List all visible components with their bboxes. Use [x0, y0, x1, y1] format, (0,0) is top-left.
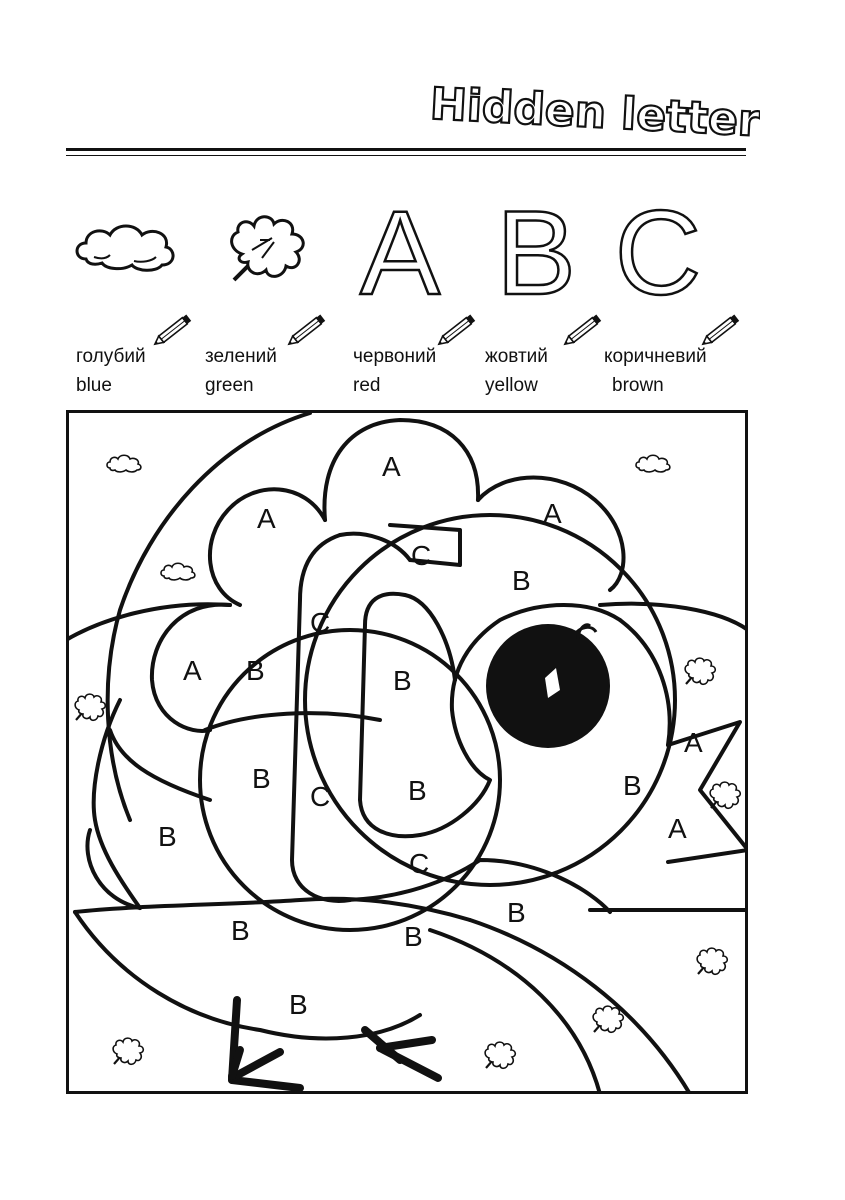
- pencil-icon: [698, 310, 744, 350]
- leaf-icon: [75, 694, 105, 720]
- legend-uk-red: червоний: [353, 346, 437, 367]
- legend-en-blue: blue: [76, 375, 112, 396]
- region-letter: B: [623, 770, 642, 801]
- region-letter: A: [183, 655, 202, 686]
- legend-uk-brown: коричневий: [604, 346, 707, 367]
- legend-en-brown: brown: [612, 375, 664, 396]
- leaf-icon: [710, 782, 740, 808]
- title-rule-thin: [66, 155, 746, 156]
- letter-a-icon: [350, 198, 450, 302]
- legend-en-yellow: yellow: [485, 375, 538, 396]
- legend-uk-blue: голубий: [76, 346, 146, 367]
- region-letter: A: [668, 813, 687, 844]
- region-letter: C: [411, 540, 432, 571]
- letter-c-glyph: C: [614, 196, 702, 302]
- legend-en-green: green: [205, 375, 254, 396]
- title-rule: [66, 148, 746, 151]
- leaf-icon: [685, 658, 715, 684]
- region-letter: C: [310, 607, 331, 638]
- region-letter: A: [684, 727, 703, 758]
- letter-b-icon: [486, 198, 586, 302]
- cloud-icon: [72, 215, 182, 275]
- region-letter: B: [404, 921, 423, 952]
- legend-uk-green: зелений: [205, 346, 277, 367]
- region-letter: A: [257, 503, 276, 534]
- pencil-icon: [560, 310, 606, 350]
- letter-b-glyph: B: [495, 198, 577, 302]
- leaf-icon: [485, 1042, 515, 1068]
- coloring-picture: [66, 410, 748, 1094]
- region-letter: C: [310, 781, 331, 812]
- page-title: [420, 72, 760, 152]
- region-letter: B: [252, 763, 271, 794]
- leaf-icon: [593, 1006, 623, 1032]
- leaf-icon: [113, 1038, 143, 1064]
- leaf-icon: [697, 948, 727, 974]
- region-letter: B: [158, 821, 177, 852]
- region-letter: B: [289, 989, 308, 1020]
- region-letter: B: [507, 897, 526, 928]
- pencil-icon: [284, 310, 330, 350]
- region-letter: C: [409, 848, 430, 879]
- region-letter: A: [382, 451, 401, 482]
- region-letter: B: [512, 565, 531, 596]
- legend-uk-yellow: жовтий: [485, 346, 548, 367]
- letter-c-icon: [608, 196, 708, 302]
- region-letter: B: [393, 665, 412, 696]
- region-letter: B: [408, 775, 427, 806]
- page-title-text: Hidden letter: [428, 78, 760, 147]
- letter-a-glyph: A: [359, 198, 441, 302]
- leaf-icon: [222, 210, 312, 290]
- region-letter: A: [543, 498, 562, 529]
- pencil-icon: [150, 310, 196, 350]
- region-letter: B: [231, 915, 250, 946]
- pencil-icon: [434, 310, 480, 350]
- legend-en-red: red: [353, 375, 381, 396]
- region-letter: B: [246, 655, 265, 686]
